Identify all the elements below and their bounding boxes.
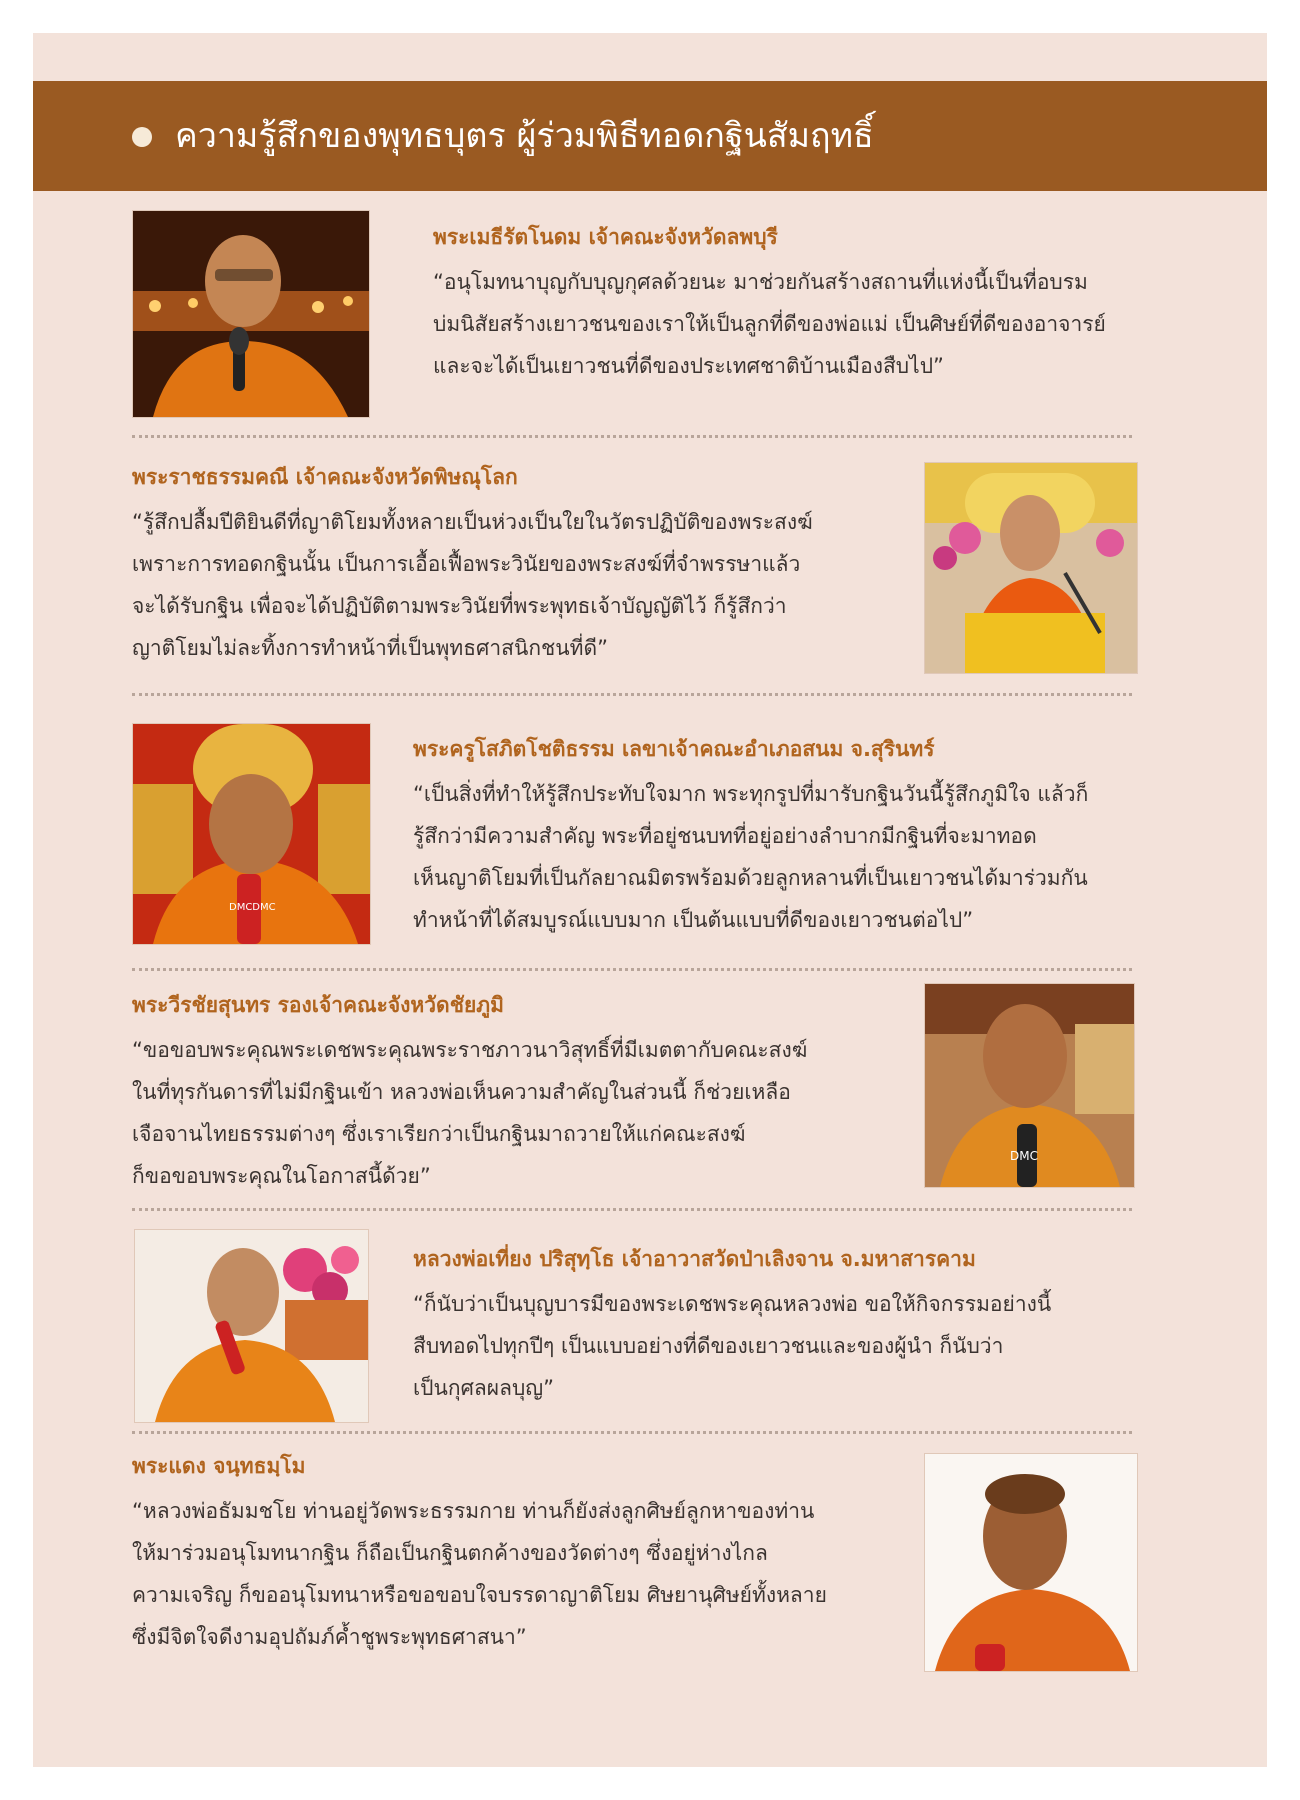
entry-1-quote [433, 261, 1106, 387]
quote-line: “หลวงพ่อธัมมชโย ท่านอยู่วัดพระธรรมกาย ท่านก็ยังส่งลูกศิษย์ลูกหาของท่าน [132, 1499, 815, 1523]
entry-2-quote [132, 501, 813, 669]
quote-line: ก็ขอขอบพระคุณในโอกาสนี้ด้วย” [132, 1164, 431, 1188]
quote-line: ญาติโยมไม่ละทิ้งการทำหน้าที่เป็นพุทธศาสนิกชนที่ดี” [132, 636, 608, 660]
monk-photo-4 [924, 983, 1135, 1188]
section-title: ความรู้สึกของพุทธบุตร ผู้ร่วมพิธีทอดกฐินสัมฤทธิ์ [175, 116, 874, 156]
entry-3 [413, 735, 1088, 941]
quote-line: จะได้รับกฐิน เพื่อจะได้ปฏิบัติตามพระวินัยที่พระพุทธเจ้าบัญญัติไว้ ก็รู้สึกว่า [132, 594, 787, 618]
quote-line: “อนุโมทนาบุญกับบุญกุศลด้วยนะ มาช่วยกันสร้างสถานที่แห่งนี้เป็นที่อบรม [433, 270, 1088, 294]
quote-line: เจือจานไทยธรรมต่างๆ ซึ่งเราเรียกว่าเป็นกฐินมาถวายให้แก่คณะสงฆ์ [132, 1122, 746, 1146]
entry-6-quote [132, 1490, 827, 1658]
quote-line: เพราะการทอดกฐินนั้น เป็นการเอื้อเฟื้อพระวินัยของพระสงฆ์ที่จำพรรษาแล้ว [132, 552, 801, 576]
quote-line: เห็นญาติโยมที่เป็นกัลยาณมิตรพร้อมด้วยลูกหลานที่เป็นเยาวชนได้มาร่วมกัน [413, 866, 1088, 890]
entry-1 [433, 223, 1106, 387]
quote-line: เป็นกุศลผลบุญ” [413, 1376, 555, 1400]
entry-4-quote [132, 1029, 807, 1197]
quote-line: ความเจริญ ก็ขออนุโมทนาหรือขอขอบใจบรรดาญาติโยม ศิษยานุศิษย์ทั้งหลาย [132, 1583, 827, 1607]
monk-photo-6 [924, 1453, 1138, 1672]
entry-2-name: พระราชธรรมคณี เจ้าคณะจังหวัดพิษณุโลก [132, 465, 518, 489]
dotted-divider [132, 693, 1132, 696]
quote-line: “ก็นับว่าเป็นบุญบารมีของพระเดชพระคุณหลวงพ่อ ขอให้กิจกรรมอย่างนี้ [413, 1292, 1052, 1316]
dotted-divider [132, 435, 1132, 438]
svg-text:DMCDMC: DMCDMC [229, 902, 276, 913]
bullet-icon [132, 127, 152, 147]
entry-2 [132, 463, 813, 669]
dotted-divider [132, 968, 1132, 971]
section-header [33, 81, 1267, 191]
quote-line: “ขอขอบพระคุณพระเดชพระคุณพระราชภาวนาวิสุทธิ์ที่มีเมตตากับคณะสงฆ์ [132, 1038, 808, 1062]
quote-line: รู้สึกว่ามีความสำคัญ พระที่อยู่ชนบทที่อยู่อย่างลำบากมีกฐินที่จะมาทอด [413, 824, 1037, 848]
quote-line: “รู้สึกปลื้มปีติยินดีที่ญาติโยมทั้งหลายเป็นห่วงเป็นใยในวัตรปฏิบัติของพระสงฆ์ [132, 510, 813, 534]
quote-line: ให้มาร่วมอนุโมทนากฐิน ก็ถือเป็นกฐินตกค้างของวัดต่างๆ ซึ่งอยู่ห่างไกล [132, 1541, 768, 1565]
entry-3-name: พระครูโสภิตโชติธรรม เลขาเจ้าคณะอำเภอสนม จ.สุรินทร์ [413, 737, 935, 761]
entry-6-name: พระแดง จนฺทธมฺโม [132, 1454, 306, 1478]
dotted-divider [132, 1431, 1132, 1434]
entry-4-name: พระวีรชัยสุนทร รองเจ้าคณะจังหวัดชัยภูมิ [132, 993, 504, 1017]
entry-1-name: พระเมธีรัตโนดม เจ้าคณะจังหวัดลพบุรี [433, 225, 778, 249]
entry-5-quote [413, 1283, 1051, 1409]
quote-line: บ่มนิสัยสร้างเยาวชนของเราให้เป็นลูกที่ดีของพ่อแม่ เป็นศิษย์ที่ดีของอาจารย์ [433, 312, 1106, 336]
monk-photo-2 [924, 462, 1138, 674]
quote-line: ทำหน้าที่ได้สมบูรณ์แบบมาก เป็นต้นแบบที่ดีของเยาวชนต่อไป” [413, 908, 974, 932]
entry-4 [132, 991, 807, 1197]
quote-line: และจะได้เป็นเยาวชนที่ดีของประเทศชาติบ้านเมืองสืบไป” [433, 354, 944, 378]
monk-photo-3 [132, 723, 371, 945]
svg-text:DMC: DMC [1010, 1149, 1038, 1163]
dotted-divider [132, 1208, 1132, 1211]
monk-photo-5 [134, 1229, 369, 1423]
monk-photo-1 [132, 210, 370, 418]
entry-6 [132, 1452, 827, 1658]
entry-3-quote [413, 773, 1088, 941]
entry-5-name: หลวงพ่อเที่ยง ปริสุทฺโธ เจ้าอาวาสวัดป่าเลิงจาน จ.มหาสารคาม [413, 1247, 976, 1271]
quote-line: สืบทอดไปทุกปีๆ เป็นแบบอย่างที่ดีของเยาวชนและของผู้นำ ก็นับว่า [413, 1334, 1004, 1358]
quote-line: ในที่ทุรกันดารที่ไม่มีกฐินเข้า หลวงพ่อเห็นความสำคัญในส่วนนี้ ก็ช่วยเหลือ [132, 1080, 791, 1104]
entry-5 [413, 1245, 1051, 1409]
quote-line: “เป็นสิ่งที่ทำให้รู้สึกประทับใจมาก พระทุกรูปที่มารับกฐินวันนี้รู้สึกภูมิใจ แล้วก็ [413, 782, 1089, 806]
page [33, 33, 1267, 1767]
quote-line: ซึ่งมีจิตใจดีงามอุปถัมภ์ค้ำชูพระพุทธศาสนา” [132, 1625, 527, 1649]
